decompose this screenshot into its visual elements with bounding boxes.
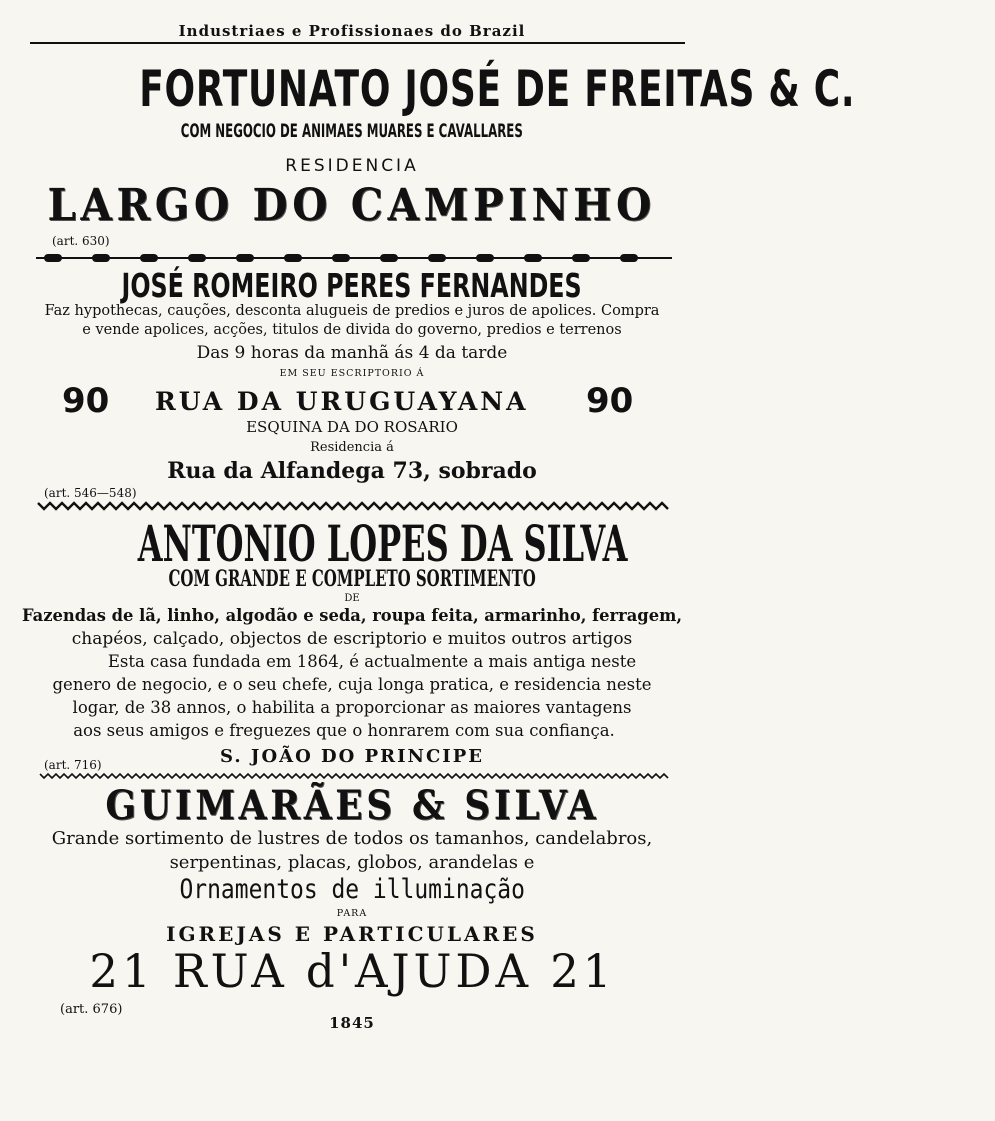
header-rule	[30, 42, 685, 44]
ad4-address-line	[0, 944, 704, 998]
ad1-business: COM NEGOCIO DE ANIMAES MUARES E CAVALLARES	[180, 120, 523, 142]
ad4-desc-line1: Grande sortimento de lustres de todos os tamanhos, candelabros,	[51, 828, 653, 849]
ad3-tagline: COM GRANDE E COMPLETO SORTIMENTO	[168, 566, 536, 592]
ad2-desc-line2: e vende apolices, acções, titulos de divida do governo, predios e terrenos	[82, 322, 622, 338]
ad2-residence-address: Rua da Alfandega 73, sobrado	[167, 458, 537, 484]
ad1-location: LARGO DO CAMPINHO	[47, 180, 657, 231]
ad2-number-right: 90	[586, 381, 634, 421]
ad2-office-label: EM SEU ESCRIPTORIO Á	[279, 368, 425, 379]
ad3-body-line1: Esta casa fundada em 1864, é actualmente a mais antiga neste	[107, 652, 637, 671]
ad4-name-line	[0, 782, 704, 829]
ad4-address: 21 RUA d'AJUDA 21	[88, 944, 616, 998]
page-year: 1845	[329, 1014, 375, 1032]
zigzag-divider	[38, 500, 670, 512]
ad3-name: ANTONIO LOPES DA SILVA	[137, 514, 628, 573]
ad2-desc-line1: Faz hypothecas, cauções, desconta alugueis de predios e juros de apolices. Compra	[44, 303, 660, 319]
chain-divider	[36, 252, 672, 264]
ad3-name-line	[0, 514, 704, 573]
ad1-residence-label: RESIDENCIA	[285, 156, 419, 176]
running-header	[0, 22, 704, 40]
ad2-art: (art. 546—548)	[44, 486, 137, 500]
ad4-para: PARA	[336, 908, 368, 919]
ad1-name: FORTUNATO JOSÉ DE FREITAS & C.	[139, 60, 856, 118]
ad2-address-row	[0, 381, 704, 423]
ad3-tagline-line	[0, 566, 704, 592]
ad4-desc-line2: serpentinas, placas, globos, arandelas e	[169, 852, 535, 873]
ad2-hours: Das 9 horas da manhã ás 4 da tarde	[196, 343, 508, 363]
ad3-goods-line2: chapéos, calçado, objectos de escriptorio e muitos outros artigos	[71, 629, 633, 649]
ad1-business-line	[0, 120, 704, 142]
ad2-street: RUA DA URUGUAYANA	[155, 387, 529, 416]
ad4-ornaments: Ornamentos de illuminação	[179, 874, 525, 905]
ad1-name-line	[0, 60, 856, 118]
ad3-body-line3: logar, de 38 annos, o habilita a proporcionar as maiores vantagens	[72, 698, 632, 717]
wave-divider	[40, 772, 670, 780]
ad2-number-left: 90	[62, 381, 110, 421]
ad2-corner: ESQUINA DA DO ROSARIO	[246, 418, 458, 436]
running-title: Industriaes e Profissionaes do Brazil	[178, 22, 526, 40]
ad1-art: (art. 630)	[52, 234, 110, 248]
ad3-body-line4: aos seus amigos e freguezes que o honrarem com sua confiança.	[73, 721, 615, 740]
ad3-de: DE	[344, 593, 360, 604]
ad2-residence-label: Residencia á	[310, 440, 394, 455]
ad2-name: JOSÉ ROMEIRO PERES FERNANDES	[121, 266, 583, 305]
ad2-name-line	[0, 266, 704, 305]
ad4-clients: IGREJAS E PARTICULARES	[166, 922, 538, 946]
ad3-street: S. JOÃO DO PRINCIPE	[220, 746, 484, 767]
ad3-art: (art. 716)	[44, 758, 102, 772]
ad4-art: (art. 676)	[60, 1002, 123, 1017]
ad4-ornaments-line	[0, 874, 704, 905]
ad4-name: GUIMARÃES & SILVA	[105, 782, 599, 829]
ad1-location-line	[0, 180, 704, 231]
ad3-body-line2: genero de negocio, e o seu chefe, cuja longa pratica, e residencia neste	[52, 675, 652, 694]
ad3-goods-line1: Fazendas de lã, linho, algodão e seda, roupa feita, armarinho, ferragem,	[21, 606, 683, 626]
